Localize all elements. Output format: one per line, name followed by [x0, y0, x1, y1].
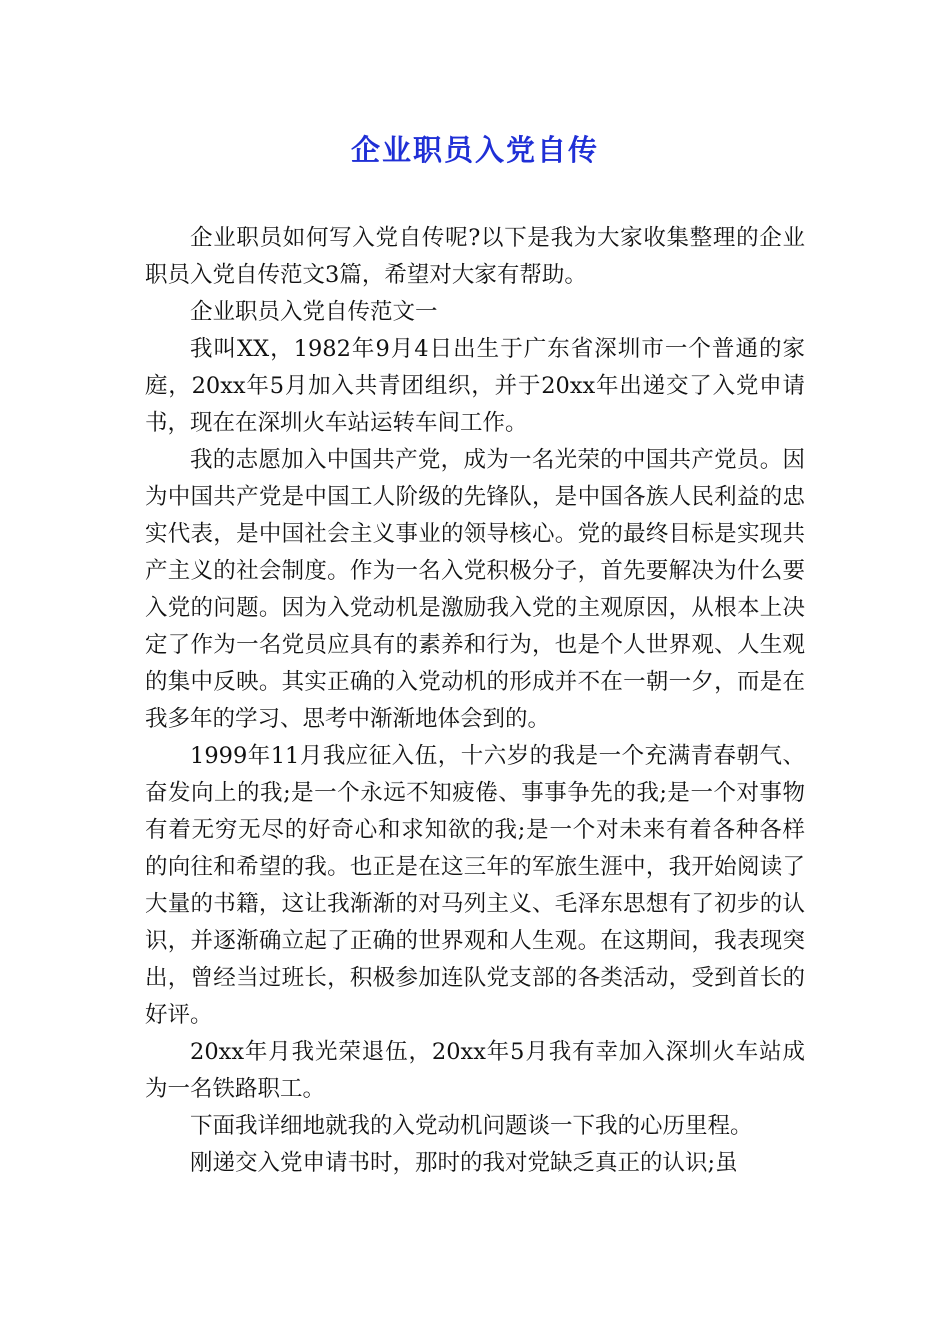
paragraph-intro: 企业职员如何写入党自传呢?以下是我为大家收集整理的企业职员入党自传范文3篇，希望对大家有帮助。	[145, 225, 805, 288]
paragraph-railway-job: 20xx年月我光荣退伍，20xx年5月我有幸加入深圳火车站成为一名铁路职工。	[145, 1039, 805, 1102]
document-body	[145, 220, 805, 1182]
section-heading: 企业职员入党自传范文一	[190, 299, 438, 325]
paragraph-application-start: 刚递交入党申请书时，那时的我对党缺乏真正的认识;虽	[190, 1150, 738, 1176]
paragraph-motivation-intro: 下面我详细地就我的入党动机问题谈一下我的心历里程。	[190, 1113, 753, 1139]
paragraph-self-introduction: 我叫XX，1982年9月4日出生于广东省深圳市一个普通的家庭，20xx年5月加入共青团组织，并于20xx年出递交了入党申请书，现在在深圳火车站运转车间工作。	[145, 336, 805, 436]
document-title: 企业职员入党自传	[350, 133, 599, 167]
paragraph-party-aspiration: 我的志愿加入中国共产党，成为一名光荣的中国共产党员。因为中国共产党是中国工人阶级的先锋队，是中国各族人民利益的忠实代表，是中国社会主义事业的领导核心。党的最终目标是实现共产主义的社会制度。作为一名入党积极分子，首先要解决为什么要入党的问题。因为入党动机是激励我入党的主观原因，从根本上决定了作为一名党员应具有的素养和行为，也是个人世界观、人生观的集中反映。其实正确的入党动机的形成并不在一朝一夕，而是在我多年的学习、思考中渐渐地体会到的。	[145, 447, 805, 732]
paragraph-military-service: 1999年11月我应征入伍，十六岁的我是一个充满青春朝气、奋发向上的我;是一个永远不知疲倦、事事争先的我;是一个对事物有着无穷无尽的好奇心和求知欲的我;是一个对未来有着各种各样的向往和希望的我。也正是在这三年的军旅生涯中，我开始阅读了大量的书籍，这让我渐渐的对马列主义、毛泽东思想有了初步的认识，并逐渐确立起了正确的世界观和人生观。在这期间，我表现突出，曾经当过班长，积极参加连队党支部的各类活动，受到首长的好评。	[145, 743, 805, 1028]
